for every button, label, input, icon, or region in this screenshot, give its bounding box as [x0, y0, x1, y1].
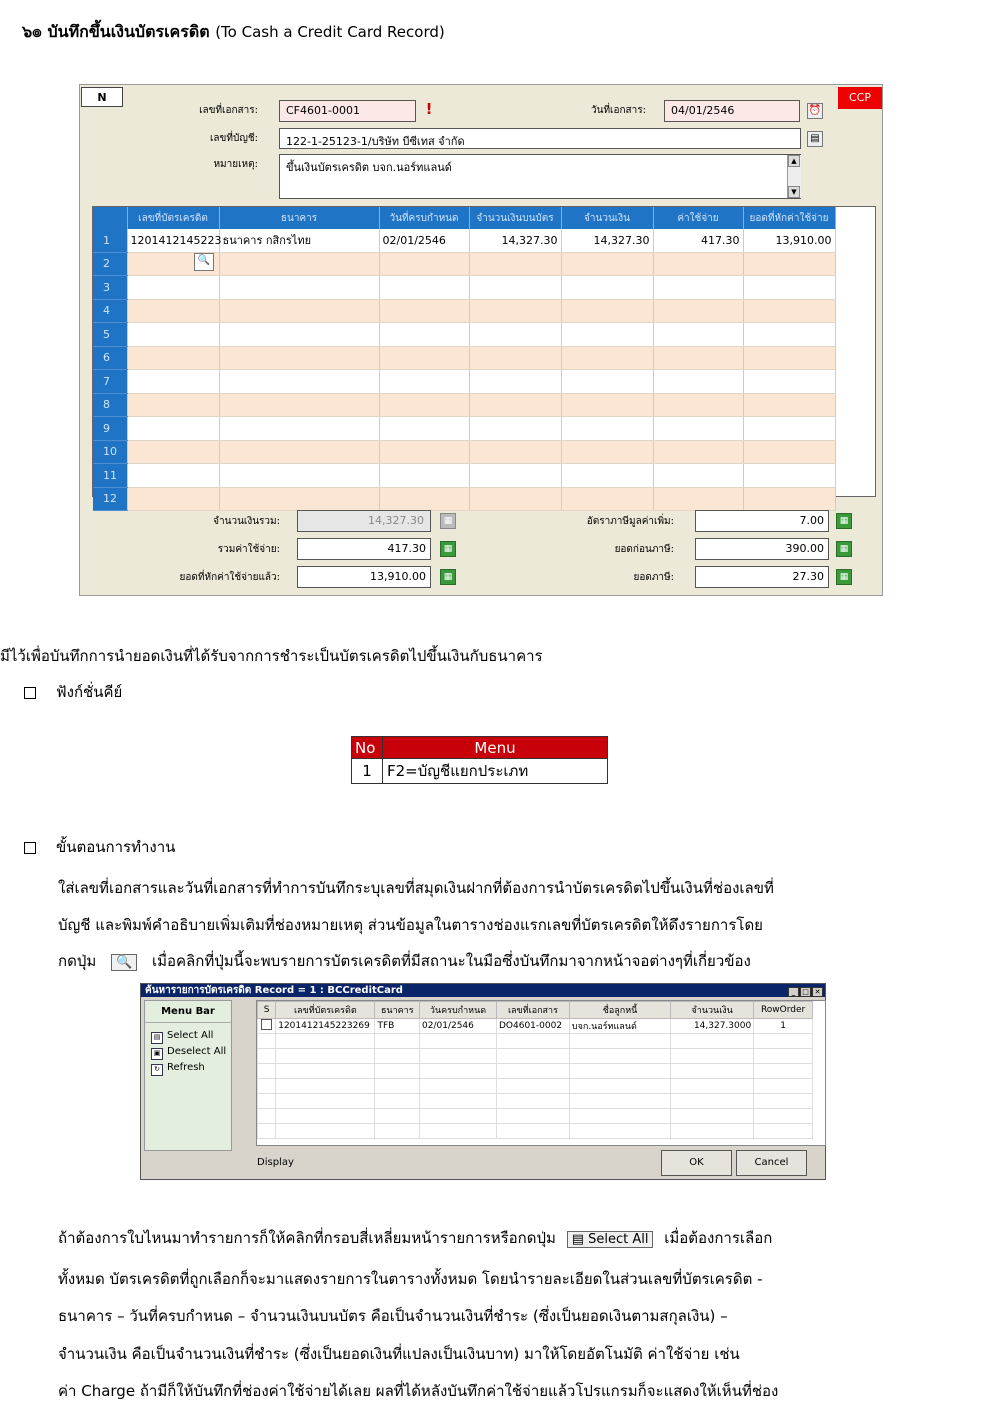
grid-cell[interactable]: [469, 299, 561, 323]
grid-cell[interactable]: [219, 464, 379, 488]
note-field[interactable]: ขึ้นเงินบัตรเครดิต บจก.นอร์ทแลนด์: [279, 154, 801, 199]
grid-header[interactable]: เลขที่บัตรเครดิต: [127, 207, 219, 229]
grid-cell[interactable]: [469, 417, 561, 441]
net-field[interactable]: 13,910.00: [297, 566, 431, 588]
grid-cell[interactable]: [379, 370, 469, 394]
row-number: 11: [93, 464, 127, 488]
dialog-col[interactable]: ธนาคาร: [375, 1002, 420, 1019]
grid-cell[interactable]: [219, 252, 379, 276]
para-line: ทั้งหมด บัตรเครดิตที่ถูกเลือกก็จะมาแสดงรายการในตารางทั้งหมด โดยนำรายละเอียดในส่วนเลขที่บัตรเครดิต -: [58, 1270, 763, 1288]
document-icon: ▤: [151, 1032, 163, 1044]
dialog-row[interactable]: [258, 1019, 813, 1034]
row-number: 9: [93, 417, 127, 441]
menu-col-menu: Menu: [383, 737, 608, 759]
para-line: [58, 1226, 772, 1250]
dialog-col[interactable]: เลขที่เอกสาร: [496, 1002, 569, 1019]
lookup-button-icon: 🔍: [111, 954, 137, 971]
grid-cell[interactable]: [219, 393, 379, 417]
dialog-col[interactable]: จำนวนเงิน: [671, 1002, 754, 1019]
grid-cell[interactable]: [469, 464, 561, 488]
doc-date-field[interactable]: 04/01/2546: [664, 100, 800, 122]
grid-cell[interactable]: [219, 346, 379, 370]
expense-field[interactable]: 417.30: [297, 538, 431, 560]
dialog-cell: บจก.นอร์ทแลนด์: [569, 1019, 670, 1034]
grid-row[interactable]: [93, 299, 835, 323]
grid-cell[interactable]: [561, 252, 653, 276]
grid-cell[interactable]: [469, 346, 561, 370]
grid-cell[interactable]: [743, 440, 835, 464]
ccp-badge: CCP: [838, 87, 882, 109]
total-field: 14,327.30: [297, 510, 431, 532]
dialog-row: [258, 1109, 813, 1124]
save-icon: ▣: [151, 1048, 163, 1060]
grid-cell[interactable]: [653, 370, 743, 394]
grid-cell[interactable]: [469, 276, 561, 300]
grid-cell[interactable]: [561, 487, 653, 511]
grid-cell[interactable]: [743, 370, 835, 394]
grid-cell[interactable]: [127, 299, 219, 323]
cancel-button[interactable]: Cancel: [736, 1150, 807, 1176]
dialog-row: [258, 1049, 813, 1064]
pre-tax-label: ยอดก่อนภาษี:: [614, 544, 674, 555]
doc-date-label: วันที่เอกสาร:: [591, 105, 646, 116]
grid-cell[interactable]: [561, 323, 653, 347]
doc-no-field[interactable]: CF4601-0001: [279, 100, 416, 122]
steps-line: บัญชี และพิมพ์คำอธิบายเพิ่มเติมที่ช่องหมายเหตุ ส่วนข้อมูลในตารางช่องแรกเลขที่บัตรเครดิตให้ดึงรายการโดย: [58, 916, 763, 934]
para-line: ค่า Charge ถ้ามีก็ให้บันทึกที่ช่องค่าใช้จ่ายได้เลย ผลที่ได้หลังบันทึกค่าใช้จ่ายแล้วโปรแกรมก็จะแสดงให้เห็นที่ช่อง: [58, 1382, 779, 1400]
dialog-row: [258, 1094, 813, 1109]
select-checkbox[interactable]: [258, 1019, 276, 1034]
select-all-label: Select All: [588, 1232, 649, 1247]
tax-field[interactable]: 27.30: [695, 566, 829, 588]
grid-cell[interactable]: [561, 417, 653, 441]
pre-tax-field[interactable]: 390.00: [695, 538, 829, 560]
menu-bar-header: Menu Bar: [145, 1001, 231, 1023]
dialog-title: ค้นหารายการบัตรเครดิต Record = 1 : BCCreditCard: [145, 985, 403, 996]
expense-label: รวมค่าใช้จ่าย:: [217, 544, 280, 555]
minimize-icon[interactable]: _: [788, 987, 799, 997]
grid-cell[interactable]: [743, 393, 835, 417]
menu-item-label: Refresh: [167, 1062, 205, 1073]
grid-cell[interactable]: [561, 346, 653, 370]
para-text: ถ้าต้องการใบไหนมาทำรายการก็ให้คลิกที่กรอบสี่เหลี่ยมหน้ารายการหรือกดปุ่ม: [58, 1229, 556, 1247]
row-number: 6: [93, 346, 127, 370]
dialog-cell: TFB: [375, 1019, 420, 1034]
dialog-cell: 1: [754, 1019, 813, 1034]
vat-rate-label: อัตราภาษีมูลค่าเพิ่ม:: [586, 516, 674, 527]
menu-col-no: No: [352, 737, 383, 759]
deselect-all-item[interactable]: [145, 1045, 231, 1061]
grid-row[interactable]: [93, 440, 835, 464]
dialog-col[interactable]: วันครบกำหนด: [420, 1002, 497, 1019]
grid-row[interactable]: [93, 393, 835, 417]
dialog-menu-bar: [144, 1000, 232, 1151]
dialog-cell: 14,327.3000: [671, 1019, 754, 1034]
grid-cell[interactable]: [743, 417, 835, 441]
menu-row: [352, 759, 608, 784]
calculator-icon[interactable]: ▦: [440, 569, 456, 585]
alert-icon: !: [425, 100, 433, 118]
grid-cell[interactable]: [561, 276, 653, 300]
grid-cell[interactable]: [561, 440, 653, 464]
row-number: 1: [93, 229, 127, 252]
row-number: 10: [93, 440, 127, 464]
grid-header[interactable]: ค่าใช้จ่าย: [653, 207, 743, 229]
dialog-col[interactable]: RowOrder: [754, 1002, 813, 1019]
grid-row[interactable]: [93, 464, 835, 488]
credit-card-grid: [92, 206, 876, 506]
grid-cell[interactable]: [379, 323, 469, 347]
refresh-item[interactable]: [145, 1061, 231, 1077]
grid-header-row: [93, 207, 835, 229]
grid-cell[interactable]: [653, 276, 743, 300]
grid-cell[interactable]: [469, 252, 561, 276]
select-all-button-image: [567, 1231, 654, 1248]
grid-cell[interactable]: [379, 299, 469, 323]
close-icon[interactable]: ✕: [812, 987, 823, 997]
steps-line-text: เมื่อคลิกที่ปุ่มนี้จะพบรายการบัตรเครดิตที่มีสถานะในมือซึ่งบันทึกมาจากหน้าจอต่างๆที่เกี่ยวข้อง: [151, 952, 751, 970]
vat-rate-field[interactable]: 7.00: [695, 510, 829, 532]
scroll-up-icon[interactable]: ▲: [788, 155, 800, 167]
grid-cell[interactable]: 1201412145223: [127, 229, 219, 252]
mode-indicator: N: [81, 87, 123, 107]
row-number: 12: [93, 487, 127, 511]
grid-cell[interactable]: [219, 276, 379, 300]
grid-row[interactable]: [93, 229, 835, 252]
grid-cell[interactable]: [561, 393, 653, 417]
calculator-icon[interactable]: ▦: [836, 513, 852, 529]
row-number: 4: [93, 299, 127, 323]
tax-label: ยอดภาษี:: [633, 572, 674, 583]
section-subtitle: (To Cash a Credit Card Record): [215, 23, 445, 41]
grid-cell[interactable]: [653, 440, 743, 464]
dialog-row: [258, 1034, 813, 1049]
grid-cell[interactable]: [219, 440, 379, 464]
card-lookup-icon[interactable]: 🔍: [194, 253, 214, 271]
grid-cell[interactable]: [653, 464, 743, 488]
section-number: ๖๏: [22, 22, 42, 41]
para-text: เมื่อต้องการเลือก: [664, 1229, 773, 1247]
grid-cell[interactable]: [653, 487, 743, 511]
steps-line: ใส่เลขที่เอกสารและวันที่เอกสารที่ทำการบันทึกระบุเลขที่สมุดเงินฝากที่ต้องการนำบัตรเครดิตไปขึ้นเงินที่ช่องเลขที่: [58, 879, 774, 897]
grid-cell[interactable]: [219, 487, 379, 511]
ok-button[interactable]: OK: [661, 1150, 732, 1176]
grid-cell[interactable]: [469, 487, 561, 511]
row-number: 7: [93, 370, 127, 394]
grid-header[interactable]: ยอดที่หักค่าใช้จ่าย: [743, 207, 835, 229]
dialog-grid: [256, 1000, 826, 1146]
grid-cell[interactable]: [561, 299, 653, 323]
document-icon: ▤: [571, 1232, 589, 1247]
grid-cell[interactable]: 13,910.00: [743, 229, 835, 252]
para-line: จำนวนเงิน คือเป็นจำนวนเงินที่ชำระ (ซึ่งเป็นยอดเงินที่แปลงเป็นเงินบาท) มาให้โดยอัตโนมัติ ค่าใช้จ่าย เช่น: [58, 1345, 740, 1363]
grid-row[interactable]: [93, 417, 835, 441]
intro-paragraph: มีไว้เพื่อบันทึกการนำยอดเงินที่ได้รับจากการชำระเป็นบัตรเครดิตไปขึ้นเงินกับธนาคาร: [0, 647, 543, 665]
calculator-icon[interactable]: ▦: [440, 541, 456, 557]
grid-cell[interactable]: ธนาคาร กสิกรไทย: [219, 229, 379, 252]
grid-cell[interactable]: [653, 323, 743, 347]
bullet-box-icon: [24, 687, 36, 699]
grid-header-rownum: [93, 207, 127, 229]
grid-cell[interactable]: [743, 276, 835, 300]
grid-cell[interactable]: [379, 276, 469, 300]
dialog-col[interactable]: ชื่อลูกหนี้: [569, 1002, 670, 1019]
grid-cell[interactable]: [469, 440, 561, 464]
menu-text: F2=บัญชีแยกประเภท: [383, 759, 608, 784]
row-number: 8: [93, 393, 127, 417]
grid-cell[interactable]: [561, 370, 653, 394]
menu-no: 1: [352, 759, 383, 784]
grid-cell[interactable]: [743, 487, 835, 511]
dialog-row: [258, 1079, 813, 1094]
grid-cell[interactable]: [127, 323, 219, 347]
grid-cell[interactable]: 14,327.30: [561, 229, 653, 252]
page-heading: [22, 20, 445, 45]
grid-cell[interactable]: 14,327.30: [469, 229, 561, 252]
calculator-icon[interactable]: ▦: [440, 513, 456, 529]
grid-cell[interactable]: [127, 276, 219, 300]
grid-cell[interactable]: [743, 323, 835, 347]
select-all-item[interactable]: [145, 1029, 231, 1045]
grid-cell[interactable]: [127, 393, 219, 417]
calculator-icon[interactable]: ▦: [836, 569, 852, 585]
function-keys-heading: [24, 680, 122, 704]
grid-header[interactable]: จำนวนเงิน: [561, 207, 653, 229]
net-label: ยอดที่หักค่าใช้จ่ายแล้ว:: [179, 572, 280, 583]
grid-cell[interactable]: [127, 346, 219, 370]
function-keys-label: ฟังก์ชั่นคีย์: [56, 683, 123, 701]
grid-cell[interactable]: [379, 487, 469, 511]
grid-cell[interactable]: [469, 370, 561, 394]
grid-cell[interactable]: [379, 252, 469, 276]
grid-cell[interactable]: [219, 299, 379, 323]
dialog-cell: 1201412145223269: [276, 1019, 375, 1034]
grid-header[interactable]: จำนวนเงินบนบัตร: [469, 207, 561, 229]
dialog-grid-header: [258, 1002, 813, 1019]
grid-row[interactable]: [93, 276, 835, 300]
grid-cell[interactable]: [379, 393, 469, 417]
grid-row[interactable]: [93, 487, 835, 511]
grid-cell[interactable]: [379, 440, 469, 464]
grid-cell[interactable]: [219, 417, 379, 441]
row-number: 5: [93, 323, 127, 347]
doc-no-label: เลขที่เอกสาร:: [199, 105, 258, 116]
menu-table: [351, 736, 608, 784]
grid-row[interactable]: [93, 370, 835, 394]
grid-cell[interactable]: [653, 393, 743, 417]
account-lookup-icon[interactable]: ▤: [807, 131, 823, 147]
grid-header[interactable]: วันที่ครบกำหนด: [379, 207, 469, 229]
total-label: จำนวนเงินรวม:: [213, 516, 280, 527]
grid-cell[interactable]: [379, 464, 469, 488]
grid-cell[interactable]: [469, 323, 561, 347]
grid-cell[interactable]: [743, 346, 835, 370]
grid-cell[interactable]: [127, 440, 219, 464]
grid-cell[interactable]: [127, 464, 219, 488]
grid-cell[interactable]: 417.30: [653, 229, 743, 252]
dialog-row: [258, 1124, 813, 1139]
grid-header[interactable]: ธนาคาร: [219, 207, 379, 229]
grid-cell[interactable]: [653, 252, 743, 276]
dialog-cell: 02/01/2546: [420, 1019, 497, 1034]
dialog-col[interactable]: S: [258, 1002, 276, 1019]
grid-cell[interactable]: [379, 346, 469, 370]
grid-cell[interactable]: [743, 464, 835, 488]
dialog-status: Display: [257, 1157, 294, 1168]
row-number: 3: [93, 276, 127, 300]
bullet-box-icon: [24, 842, 36, 854]
maximize-icon[interactable]: □: [800, 987, 811, 997]
grid-cell[interactable]: [219, 323, 379, 347]
grid-cell[interactable]: [127, 487, 219, 511]
scroll-down-icon[interactable]: ▼: [788, 186, 800, 198]
grid-cell[interactable]: [561, 464, 653, 488]
para-line: ธนาคาร – วันที่ครบกำหนด – จำนวนเงินบนบัตร คือเป็นจำนวนเงินที่ชำระ (ซึ่งเป็นยอดเงินตามสกุลเงิน) –: [58, 1307, 728, 1325]
dialog-title-bar: [141, 984, 825, 997]
steps-line: [58, 949, 751, 973]
note-scrollbar[interactable]: [787, 155, 801, 198]
grid-cell[interactable]: [379, 417, 469, 441]
account-label: เลขที่บัญชี:: [210, 133, 258, 144]
grid-cell[interactable]: 02/01/2546: [379, 229, 469, 252]
refresh-icon: ↻: [151, 1064, 163, 1076]
note-label: หมายเหตุ:: [213, 159, 258, 170]
grid-cell[interactable]: [219, 370, 379, 394]
grid-cell[interactable]: [653, 417, 743, 441]
window-controls: [787, 985, 823, 998]
calculator-icon[interactable]: ▦: [836, 541, 852, 557]
grid-cell[interactable]: [653, 346, 743, 370]
grid-row[interactable]: [93, 323, 835, 347]
dialog-row: [258, 1064, 813, 1079]
grid-cell[interactable]: [127, 370, 219, 394]
grid-cell[interactable]: [653, 299, 743, 323]
dialog-cell: DO4601-0002: [496, 1019, 569, 1034]
menu-item-label: Deselect All: [167, 1046, 227, 1057]
row-number: 2: [93, 252, 127, 276]
grid-cell[interactable]: [469, 393, 561, 417]
dialog-col[interactable]: เลขที่บัตรเครดิต: [276, 1002, 375, 1019]
steps-heading: [24, 835, 175, 859]
section-title: บันทึกขึ้นเงินบัตรเครดิต: [47, 22, 210, 41]
grid-row[interactable]: [93, 346, 835, 370]
steps-line-text: กดปุ่ม: [58, 952, 97, 970]
grid-cell[interactable]: [127, 417, 219, 441]
account-field[interactable]: 122-1-25123-1/บริษัท บีซีเทส จำกัด: [279, 128, 801, 149]
menu-item-label: Select All: [167, 1030, 214, 1041]
grid-cell[interactable]: [743, 252, 835, 276]
grid-cell[interactable]: [743, 299, 835, 323]
calendar-icon[interactable]: ⏰: [807, 103, 823, 119]
steps-label: ขั้นตอนการทำงาน: [56, 838, 176, 856]
